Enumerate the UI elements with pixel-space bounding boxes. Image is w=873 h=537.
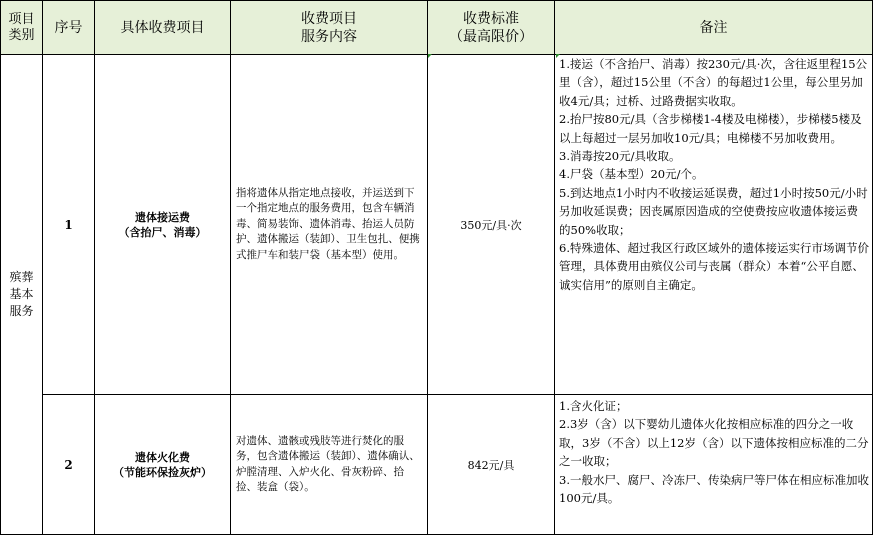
row-standard: 842元/具 <box>428 395 555 535</box>
remark-line: 1.接运（不含抬尸、消毒）按230元/具·次，含往返里程15公里（含），超过15公里（不含）的每超过1公里，每公里另加收4元/具；过桥、过路费据实收取。 <box>559 57 868 108</box>
row-remarks <box>555 55 873 395</box>
remark-line: 6.特殊遗体、超过我区行政区域外的遗体接运实行市场调节价管理，具体费用由殡仪公司与丧属（群众）本着“公平自愿、诚实信用”的原则自主确定。 <box>559 241 869 292</box>
row-content: 对遗体、遗骸或残肢等进行焚化的服务，包含遗体搬运（装卸）、遗体确认、炉膛清理、入炉火化、骨灰粉碎、拾捡、装盒（袋）。 <box>231 395 428 535</box>
remark-line: 3.消毒按20元/具收取。 <box>559 149 681 164</box>
cell-comment-marker <box>428 54 432 58</box>
remark-line: 4.尸袋（基本型）20元/个。 <box>559 167 704 182</box>
header-content: 收费项目 服务内容 <box>231 1 428 55</box>
row-standard: 350元/具·次 <box>428 55 555 395</box>
header-row <box>1 1 873 55</box>
cell-comment-marker <box>556 54 560 58</box>
header-remark: 备注 <box>555 1 873 55</box>
remark-line: 2.3岁（含）以下婴幼儿遗体火化按相应标准的四分之一收取，3岁（不含）以上12岁（含）以下遗体按相应标准的二分之一收取； <box>559 417 869 469</box>
row-seq: 2 <box>43 395 95 535</box>
row-seq: 1 <box>43 55 95 395</box>
header-seq: 序号 <box>43 1 95 55</box>
header-category: 项目 类别 <box>1 1 43 55</box>
remark-line: 5.到达地点1小时内不收接运延误费，超过1小时按50元/小时另加收延误费；因丧属原因造成的空使费按应收遗体接运费的50%收取； <box>559 185 868 237</box>
row-remarks <box>555 395 873 535</box>
category-cell: 殡葬 基本 服务 <box>1 55 43 535</box>
table-row <box>1 55 873 395</box>
row-content: 指将遗体从指定地点接收，并运送到下一个指定地点的服务费用，包含车辆消毒、简易装饰、遗体消毒、抬运人员防护、遗体搬运（装卸）、卫生包扎、便携式推尸车和装尸袋（基本型）使用。 <box>231 55 428 395</box>
table-row <box>1 395 873 535</box>
remark-line: 3.一般水尸、腐尸、冷冻尸、传染病尸等尸体在相应标准加收100元/具。 <box>559 472 869 506</box>
row-item: 遗体接运费 （含抬尸、消毒） <box>95 55 231 395</box>
remark-line: 2.抬尸按80元/具（含步梯楼1-4楼及电梯楼），步梯楼5楼及以上每超过一层另加收10元/具；电梯楼不另加收费用。 <box>559 112 862 145</box>
header-item: 具体收费项目 <box>95 1 231 55</box>
row-item: 遗体火化费 （节能环保捡灰炉） <box>95 395 231 535</box>
remark-line: 1.含火化证； <box>559 399 628 413</box>
header-standard: 收费标准 （最高限价） <box>428 1 555 55</box>
